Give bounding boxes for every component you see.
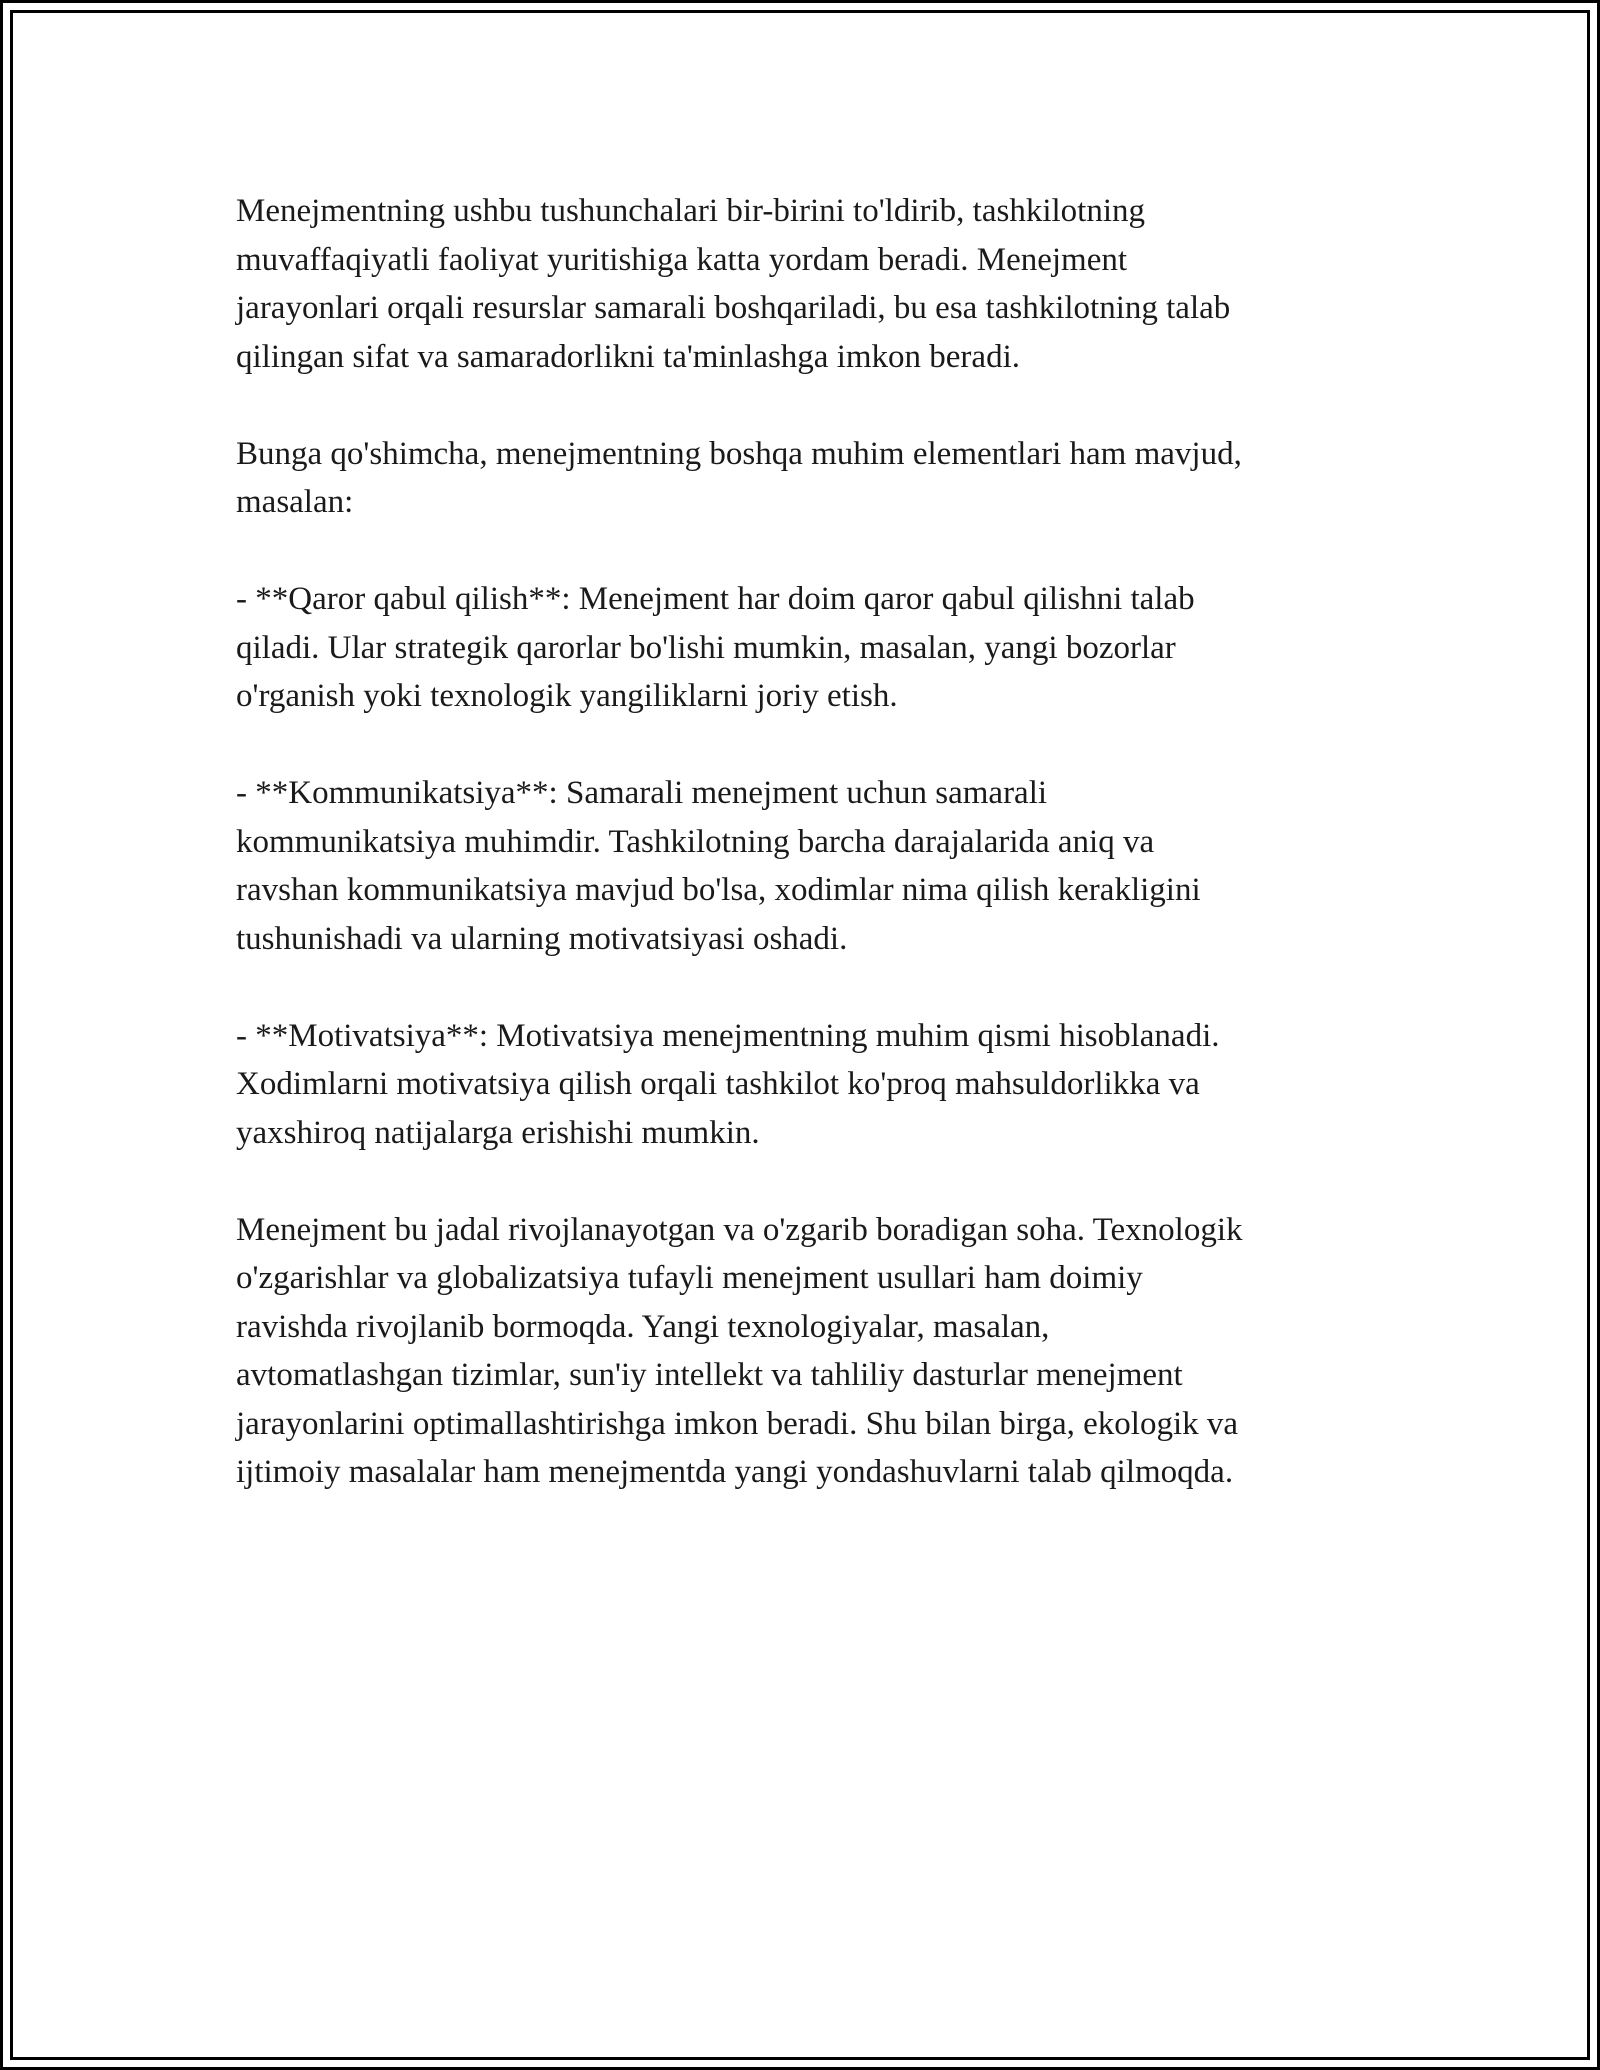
document-body — [236, 187, 1386, 1497]
list-item-decision-making: - **Qaror qabul qilish**: Menejment har doim qaror qabul qilishni talab qiladi. Ular strategik qarorlar bo'lishi mumkin, masalan, yangi bozorlar o'rganish yoki texnologik yangiliklarni joriy etish. — [236, 581, 1195, 714]
list-item-motivation: - **Motivatsiya**: Motivatsiya menejmentning muhim qismi hisoblanadi. Xodimlarni motivatsiya qilish orqali tashkilot ko'proq mahsuldorlikka va yaxshiroq natijalarga erishishi mumkin. — [236, 1017, 1220, 1151]
paragraph-elements-lead: Bunga qo'shimcha, menejmentning boshqa muhim elementlari ham mavjud, masalan: — [236, 435, 1242, 520]
list-item-communication: - **Kommunikatsiya**: Samarali menejment uchun samarali kommunikatsiya muhimdir. Tashkilotning barcha darajalarida aniq va ravshan kommunikatsiya mavjud bo'lsa, xodimlar nima qilish kerakligini tushunishadi va ularning motivatsiyasi oshadi. — [236, 775, 1201, 957]
paragraph-intro: Menejmentning ushbu tushunchalari bir-birini to'ldirib, tashkilotning muvaffaqiyatli faoliyat yuritishiga katta yordam beradi. Menejment jarayonlari orqali resurslar samarali boshqariladi, bu esa tashkilotning talab qilingan sifat va samaradorlikni ta'minlashga imkon beradi. — [236, 193, 1231, 375]
paragraph-conclusion: Menejment bu jadal rivojlanayotgan va o'zgarib boradigan soha. Texnologik o'zgarishlar va globalizatsiya tufayli menejment usullari ham doimiy ravishda rivojlanib bormoqda. Yangi texnologiyalar, masalan, avtomatlashgan tizimlar, sun'iy intellekt va tahliliy dasturlar menejment jarayonlarini optimallashtirishga imkon beradi. Shu bilan birga, ekologik va ijtimoiy masalalar ham menejmentda yangi yondashuvlarni talab qilmoqda. — [236, 1211, 1243, 1490]
